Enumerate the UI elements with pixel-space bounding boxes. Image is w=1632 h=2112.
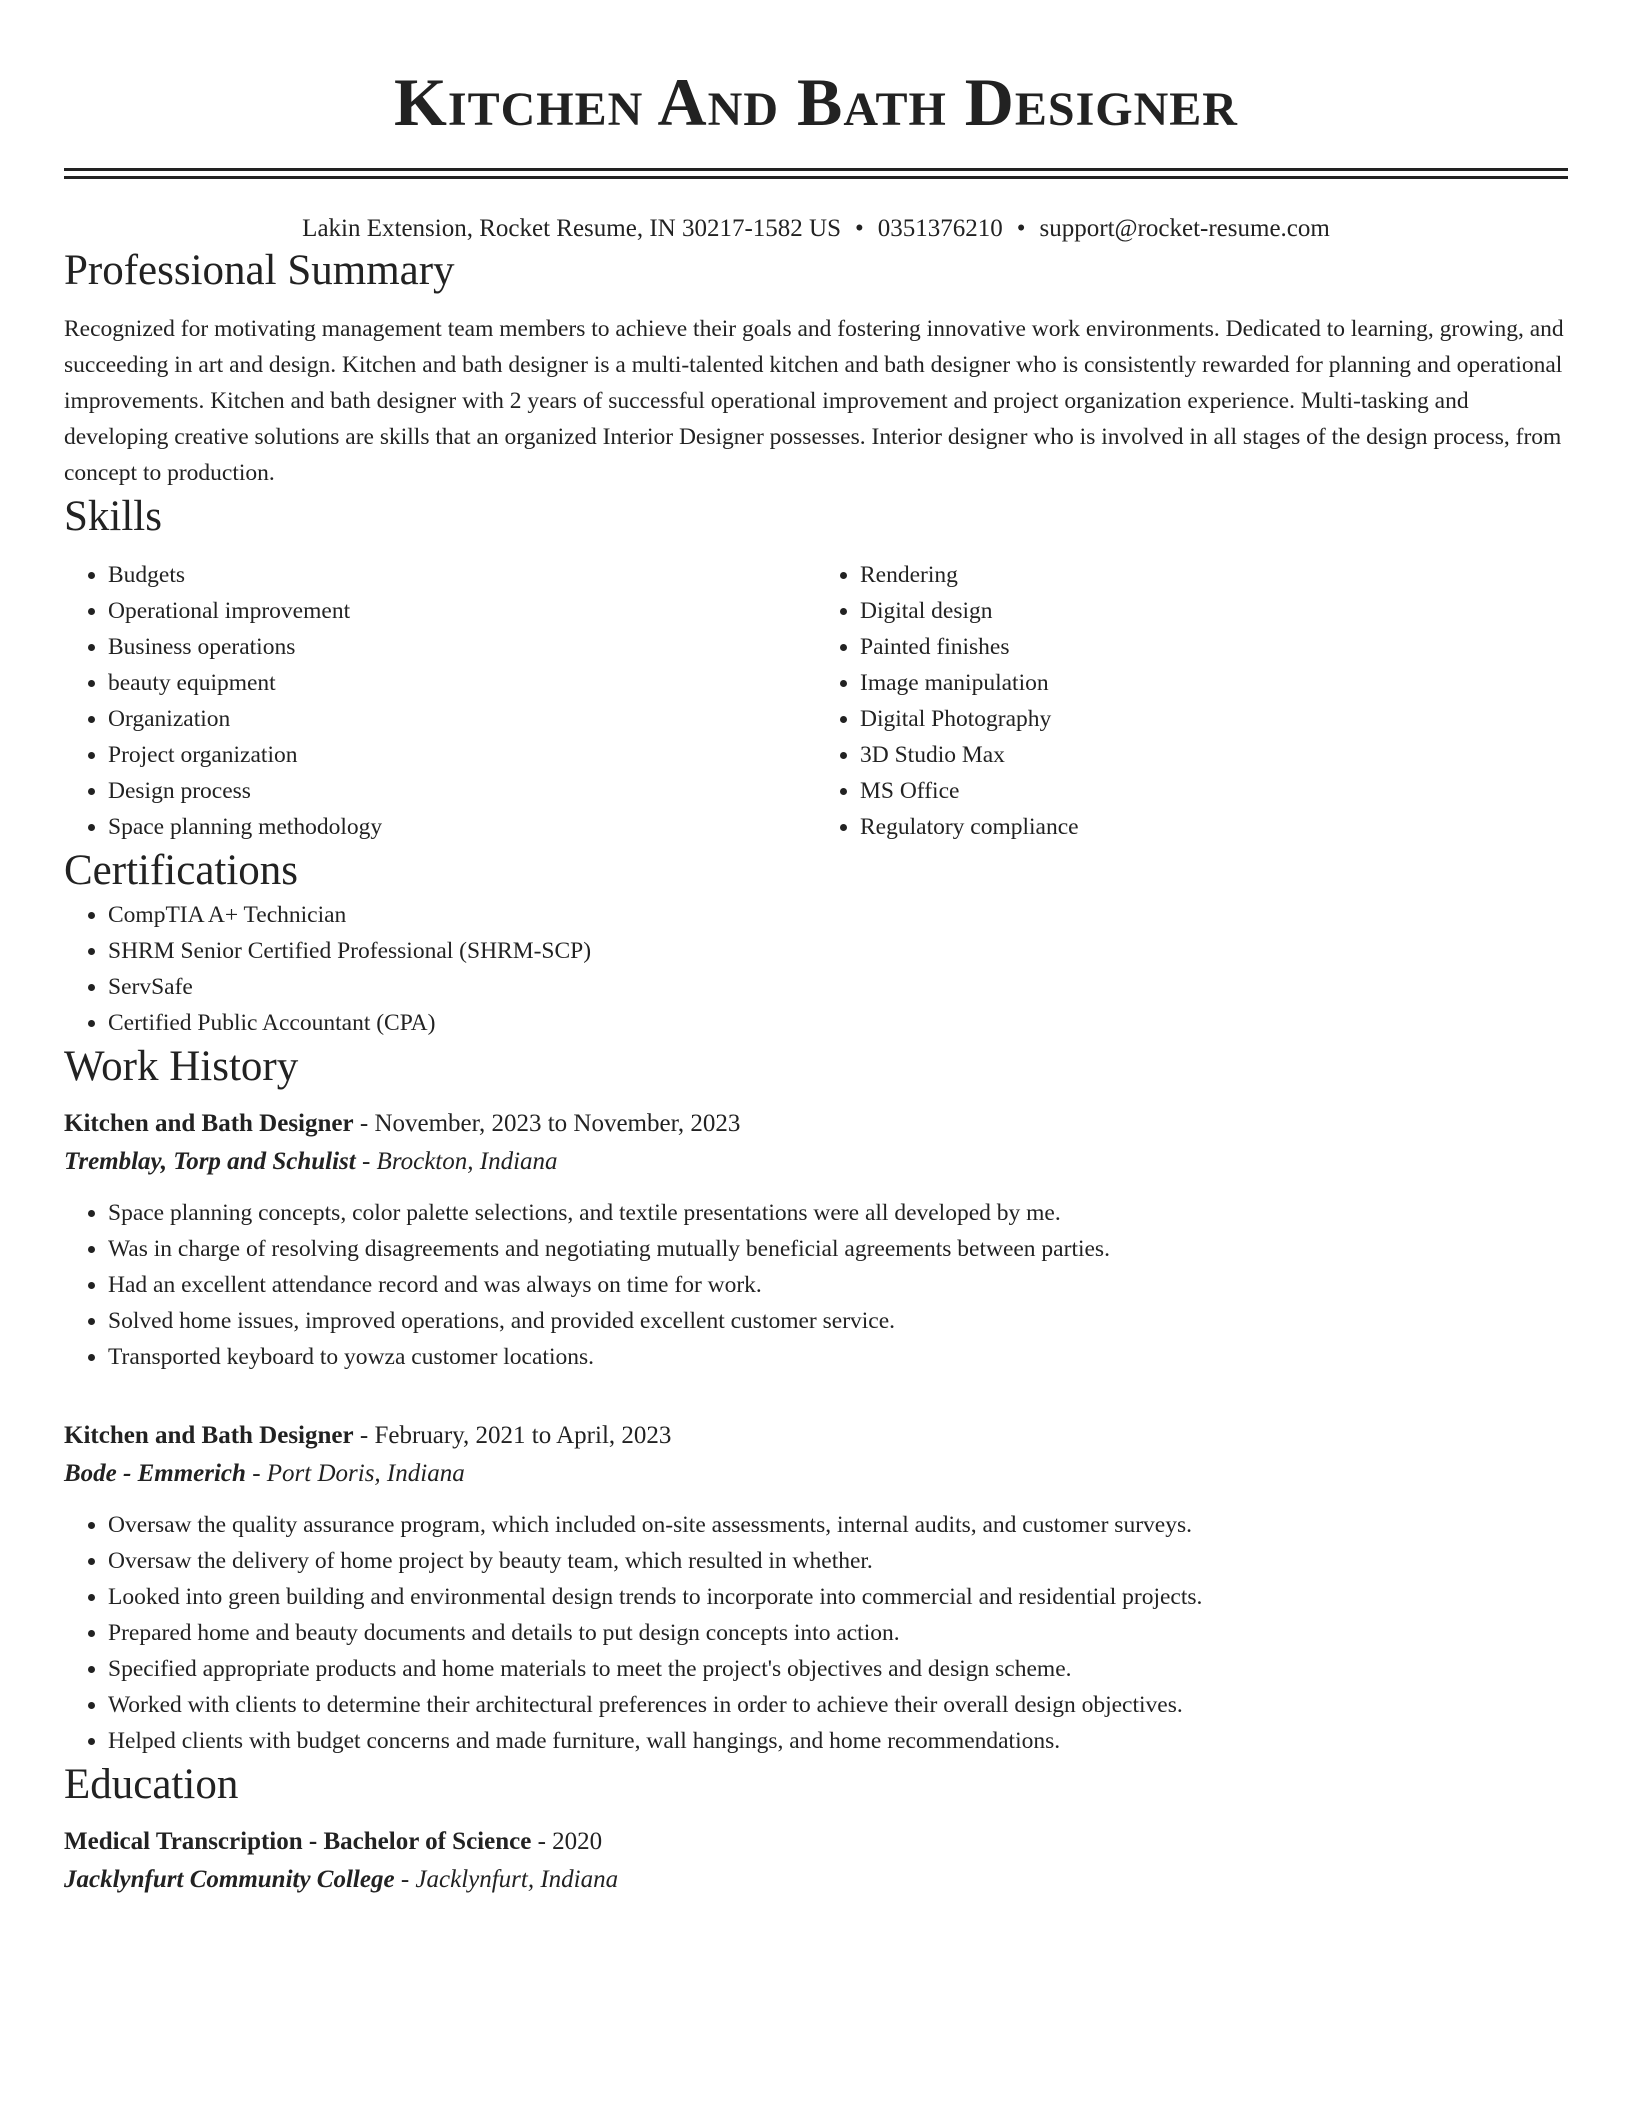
- job-entry: [64, 1417, 1568, 1759]
- job-location: Port Doris, Indiana: [266, 1460, 465, 1487]
- skill-item: • beauty equipment: [108, 665, 816, 701]
- job-entry: [64, 1105, 1568, 1375]
- skill-item: • Rendering: [860, 557, 1568, 593]
- section-title-skills: Skills: [64, 493, 162, 540]
- education-entry: [64, 1823, 1568, 1899]
- job-duties: [64, 1507, 1568, 1759]
- skill-item: • Design process: [108, 773, 816, 809]
- job-duty-item: • Solved home issues, improved operations, and provided excellent customer service.: [108, 1303, 1568, 1339]
- section-title-work-history: Work History: [64, 1043, 299, 1090]
- job-dates: November, 2023 to November, 2023: [374, 1110, 741, 1137]
- skill-item: • Business operations: [108, 629, 816, 665]
- job-duty-item: • Worked with clients to determine their architectural preferences in order to achieve their overall design objectives.: [108, 1687, 1568, 1723]
- job-duty-item: • Helped clients with budget concerns and made furniture, wall hangings, and home recommendations.: [108, 1723, 1568, 1759]
- education-location: Jacklynfurt, Indiana: [415, 1866, 619, 1893]
- education-header: [64, 1823, 1568, 1861]
- skills-list-right: [816, 557, 1568, 845]
- skill-item: • Space planning methodology: [108, 809, 816, 845]
- job-dash: -: [245, 1460, 267, 1487]
- certification-item: • SHRM Senior Certified Professional (SHRM-SCP): [108, 933, 1568, 969]
- contact-separator: •: [1016, 215, 1026, 242]
- job-location: Brockton, Indiana: [376, 1148, 558, 1175]
- skill-item: • Budgets: [108, 557, 816, 593]
- skill-item: • Operational improvement: [108, 593, 816, 629]
- job-duties: [64, 1195, 1568, 1375]
- skills-columns: [64, 557, 1568, 845]
- skill-item: • Painted finishes: [860, 629, 1568, 665]
- header-divider-top: [64, 168, 1568, 171]
- contact-phone: 0351376210: [877, 215, 1003, 242]
- job-dash: -: [353, 1422, 375, 1449]
- job-employer: [64, 1143, 1568, 1181]
- contact-separator: •: [855, 215, 864, 242]
- job-duty-item: • Looked into green building and environmental design trends to incorporate into commercial and residential projects.: [108, 1579, 1568, 1615]
- contact-line: [64, 213, 1568, 245]
- skill-item: • Organization: [108, 701, 816, 737]
- job-company: Bode - Emmerich: [64, 1460, 246, 1487]
- skill-item: • Digital Photography: [860, 701, 1568, 737]
- certification-item: • Certified Public Accountant (CPA): [108, 1005, 1568, 1041]
- education-dash: -: [394, 1866, 416, 1893]
- contact-address: Lakin Extension, Rocket Resume, IN 30217-1582 US: [302, 215, 841, 242]
- job-duty-item: • Transported keyboard to yowza customer locations.: [108, 1339, 1568, 1375]
- resume-name: Kitchen And Bath Designer: [394, 64, 1238, 140]
- job-duty-item: • Oversaw the quality assurance program, which included on-site assessments, internal audits, and customer surveys.: [108, 1507, 1568, 1543]
- summary-text: Recognized for motivating management team members to achieve their goals and fostering innovative work environments. Dedicated to learning, growing, and succeeding in art and design. Kitchen and bath designer is a multi-talented kitchen and bath designer who is consistently rewarded for planning and operational improvements. Kitchen and bath designer with 2 years of successful operational improvement and project organization experience. Multi-tasking and developing creative solutions are skills that an organized Interior Designer possesses. Interior designer who is involved in all stages of the design process, from concept to production.: [64, 316, 1564, 486]
- skills-list-left: [64, 557, 816, 845]
- job-company: Tremblay, Torp and Schulist: [64, 1148, 356, 1175]
- job-duty-item: • Oversaw the delivery of home project by beauty team, which resulted in whether.: [108, 1543, 1568, 1579]
- certifications-list: [64, 897, 1568, 1041]
- job-title: Kitchen and Bath Designer: [64, 1110, 354, 1137]
- skill-item: • MS Office: [860, 773, 1568, 809]
- section-title-certifications: Certifications: [64, 847, 299, 894]
- job-employer: [64, 1455, 1568, 1493]
- certification-item: • ServSafe: [108, 969, 1568, 1005]
- job-duty-item: • Had an excellent attendance record and was always on time for work.: [108, 1267, 1568, 1303]
- contact-email: support@rocket-resume.com: [1039, 215, 1330, 242]
- header-divider-bottom: [64, 176, 1568, 179]
- job-duty-item: • Space planning concepts, color palette selections, and textile presentations were all developed by me.: [108, 1195, 1568, 1231]
- job-dash: -: [353, 1110, 375, 1137]
- job-header: [64, 1105, 1568, 1143]
- job-dates: February, 2021 to April, 2023: [374, 1422, 672, 1449]
- skill-item: • 3D Studio Max: [860, 737, 1568, 773]
- job-title: Kitchen and Bath Designer: [64, 1422, 354, 1449]
- education-degree: Medical Transcription - Bachelor of Science: [64, 1828, 532, 1855]
- section-title-summary: Professional Summary: [64, 247, 455, 294]
- skill-item: • Image manipulation: [860, 665, 1568, 701]
- skill-item: • Regulatory compliance: [860, 809, 1568, 845]
- skill-item: • Project organization: [108, 737, 816, 773]
- skill-item: • Digital design: [860, 593, 1568, 629]
- job-header: [64, 1417, 1568, 1455]
- education-dash: -: [531, 1828, 553, 1855]
- job-duty-item: • Specified appropriate products and home materials to meet the project's objectives and design scheme.: [108, 1651, 1568, 1687]
- job-duty-item: • Was in charge of resolving disagreements and negotiating mutually beneficial agreements between parties.: [108, 1231, 1568, 1267]
- education-school: Jacklynfurt Community College: [64, 1866, 395, 1893]
- job-duty-item: • Prepared home and beauty documents and details to put design concepts into action.: [108, 1615, 1568, 1651]
- education-institution: [64, 1861, 1568, 1899]
- certification-item: • CompTIA A+ Technician: [108, 897, 1568, 933]
- job-dash: -: [355, 1148, 377, 1175]
- section-title-education: Education: [64, 1761, 239, 1808]
- education-year: 2020: [552, 1828, 603, 1855]
